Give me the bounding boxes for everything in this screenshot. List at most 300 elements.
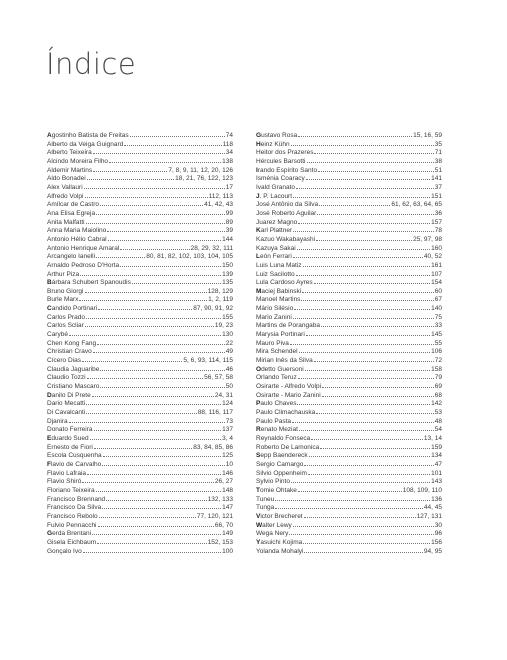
entry-pages: 148 — [222, 486, 233, 494]
index-entry — [256, 485, 442, 494]
index-entry — [47, 424, 233, 433]
entry-name: Dario Mecatti — [47, 400, 86, 408]
index-entry — [256, 372, 442, 381]
entry-name: Fulvio Pennacchi — [47, 521, 97, 529]
index-entry — [256, 182, 442, 191]
index-entry — [47, 139, 233, 148]
dot-leader — [309, 450, 430, 457]
dot-leader — [86, 407, 197, 414]
index-entry — [256, 450, 442, 459]
index-column-right — [256, 130, 442, 554]
dot-leader — [304, 546, 422, 553]
entry-pages: 136 — [431, 495, 442, 503]
entry-pages: 125 — [222, 452, 233, 460]
index-entry — [256, 294, 442, 303]
index-entry — [256, 147, 442, 156]
index-entry — [256, 208, 442, 217]
entry-name: Sepp Baendereck — [256, 452, 308, 460]
entry-pages: 39 — [225, 227, 233, 235]
dot-leader — [92, 528, 221, 535]
index-entry — [256, 338, 442, 347]
entry-pages: 160 — [431, 244, 442, 252]
dot-leader — [304, 459, 433, 466]
entry-pages: 69 — [434, 383, 442, 391]
entry-name: Alberto Teixeira — [47, 149, 92, 157]
dot-leader — [97, 537, 207, 544]
entry-pages: 107 — [431, 270, 442, 278]
entry-pages: 25, 97, 98 — [413, 235, 442, 243]
dot-leader — [100, 381, 224, 388]
dot-leader — [96, 485, 222, 492]
entry-name: Donato Ferreira — [47, 426, 93, 434]
entry-pages: 49 — [225, 348, 233, 356]
entry-pages: 141 — [431, 175, 442, 183]
entry-pages: 22 — [225, 339, 233, 347]
entry-name: Osirarte - Mario Zanini — [256, 391, 321, 399]
index-entry — [256, 130, 442, 139]
entry-pages: 152, 153 — [207, 538, 233, 546]
entry-name: Flavio de Carvalho — [47, 460, 102, 468]
dot-leader — [321, 320, 434, 327]
index-entry — [47, 269, 233, 278]
entry-name: Juarez Magno — [256, 218, 298, 226]
entry-name: Cristiano Mascaro — [47, 383, 100, 391]
dot-leader — [316, 407, 434, 414]
index-entry — [256, 528, 442, 537]
index-entry — [47, 511, 233, 520]
entry-name: José Antônio da Silva — [256, 201, 319, 209]
index-entry — [47, 433, 233, 442]
index-entry — [256, 329, 442, 338]
dot-leader — [98, 520, 214, 527]
entry-pages: 108, 109, 110 — [402, 486, 442, 494]
index-entry — [47, 502, 233, 511]
dot-leader — [102, 502, 221, 509]
index-entry — [47, 364, 233, 373]
dot-leader — [79, 294, 207, 301]
entry-name: Mário Silésio — [256, 305, 294, 313]
dot-leader — [314, 355, 434, 362]
entry-pages: 94, 95 — [423, 547, 442, 555]
dot-leader — [292, 416, 434, 423]
index-entry — [256, 364, 442, 373]
dot-leader — [301, 294, 433, 301]
dot-leader — [291, 476, 430, 483]
index-entry — [47, 312, 233, 321]
index-entry — [256, 433, 442, 442]
entry-pages: 145 — [431, 331, 442, 339]
entry-pages: 106 — [431, 348, 442, 356]
index-entry — [47, 208, 233, 217]
entry-name: Maciej Babinski — [256, 287, 302, 295]
index-entry — [256, 303, 442, 312]
dot-leader — [293, 520, 434, 527]
entry-pages: 159 — [431, 443, 442, 451]
dot-leader — [86, 312, 221, 319]
index-entry — [47, 407, 233, 416]
dot-leader — [302, 286, 434, 293]
index-entry — [47, 147, 233, 156]
entry-name: Isménia Coaracy — [256, 175, 305, 183]
dot-leader — [120, 243, 189, 250]
index-entry — [256, 165, 442, 174]
entry-pages: 13, 14 — [423, 434, 442, 442]
entry-name: Bruno Giorgi — [47, 287, 84, 295]
dot-leader — [84, 182, 225, 189]
entry-pages: 130 — [222, 331, 233, 339]
entry-pages: 61, 62, 63, 64, 65 — [391, 201, 442, 209]
entry-name: Paulo Climachauska — [256, 409, 316, 416]
entry-name: Chen Kong Fang — [47, 339, 97, 347]
index-entry — [256, 225, 442, 234]
index-entry — [256, 442, 442, 451]
entry-name: Kazuya Sakai — [256, 244, 296, 252]
index-entry — [47, 485, 233, 494]
dot-leader — [314, 147, 433, 154]
index-entry — [256, 277, 442, 286]
entry-name: Mario Zanini — [256, 313, 292, 321]
entry-name: Heinz Kühn — [256, 140, 290, 148]
dot-leader — [319, 199, 390, 206]
entry-pages: 124 — [222, 400, 233, 408]
dot-leader — [90, 433, 222, 440]
entry-name: Ernesto de Fiori — [47, 443, 93, 451]
entry-name: Carybé — [47, 331, 68, 339]
entry-pages: 161 — [431, 261, 442, 269]
entry-pages: 55 — [434, 339, 442, 347]
index-entry — [256, 286, 442, 295]
entry-name: Di Cavalcanti — [47, 409, 86, 416]
entry-name: Gisela Eichbaum — [47, 538, 97, 546]
dot-leader — [83, 546, 221, 553]
dot-leader — [305, 364, 430, 371]
entry-name: Sylvio Pinto — [256, 478, 290, 486]
entry-pages: 112, 113 — [208, 192, 233, 200]
dot-leader — [69, 416, 225, 423]
entry-pages: 68 — [434, 391, 442, 399]
dot-leader — [106, 494, 207, 501]
entry-name: Antonio Hélio Cabral — [47, 235, 107, 243]
entry-name: Manoel Martins — [256, 296, 301, 304]
entry-pages: 38 — [434, 157, 442, 165]
entry-name: Karl Plattner — [256, 227, 293, 235]
entry-name: Luiz Sacilotto — [256, 270, 295, 278]
entry-pages: 142 — [431, 400, 442, 408]
entry-name: Anita Malfatti — [47, 218, 85, 226]
entry-name: Odetto Guersoni — [256, 365, 304, 373]
index-entry — [47, 546, 233, 555]
entry-name: Antonio Henrique Amaral — [47, 244, 120, 252]
index-entry — [256, 191, 442, 200]
entry-name: Kazuo Wakabayashi — [256, 235, 316, 243]
entry-name: Aldemir Martins — [47, 166, 93, 174]
index-entry — [256, 260, 442, 269]
entry-name: Tomie Ohtake — [256, 486, 297, 494]
entry-name: Walter Lewy — [256, 521, 292, 529]
entry-name: Cícero Dias — [47, 357, 81, 365]
entry-pages: 36 — [434, 209, 442, 217]
entry-pages: 10 — [225, 460, 233, 468]
dot-leader — [308, 468, 430, 475]
entry-pages: 66, 70 — [214, 521, 233, 529]
entry-name: Victor Brecheret — [256, 512, 303, 520]
index-entry — [47, 251, 233, 260]
entry-name: Reynaldo Fonseca — [256, 434, 311, 442]
entry-pages: 48 — [434, 417, 442, 425]
entry-pages: 151 — [431, 192, 442, 200]
entry-pages: 132, 133 — [207, 495, 233, 503]
dot-leader — [96, 251, 145, 258]
entry-pages: 83, 84, 85, 86 — [193, 443, 233, 451]
entry-name: Agostinho Batista de Freitas — [47, 132, 129, 139]
dot-leader — [297, 398, 430, 405]
entry-name: Gustavo Rosa — [256, 132, 298, 139]
dot-leader — [85, 191, 208, 198]
dot-leader — [293, 191, 430, 198]
entry-pages: 50 — [225, 383, 233, 391]
index-entry — [47, 450, 233, 459]
index-entry — [47, 320, 233, 329]
index-entry — [47, 476, 233, 485]
index-entry — [47, 355, 233, 364]
dot-leader — [314, 277, 431, 284]
dot-leader — [107, 225, 225, 232]
dot-leader — [108, 234, 222, 241]
entry-pages: 28, 29, 32, 111 — [190, 244, 233, 252]
dot-leader — [82, 476, 214, 483]
entry-name: Danilo Di Prete — [47, 391, 91, 399]
entry-pages: 41, 42, 43 — [204, 201, 233, 209]
dot-leader — [94, 424, 222, 431]
entry-pages: 88, 116, 117 — [197, 409, 233, 416]
dot-leader — [102, 459, 225, 466]
entry-name: Martins de Porangaba — [256, 322, 320, 330]
entry-pages: 35 — [434, 140, 442, 148]
index-entry — [47, 225, 233, 234]
entry-pages: 67 — [434, 296, 442, 304]
index-entry — [47, 182, 233, 191]
dot-leader — [311, 433, 423, 440]
index-entry — [47, 398, 233, 407]
dot-leader — [291, 139, 434, 146]
index-entry — [47, 520, 233, 529]
entry-pages: 135 — [222, 279, 233, 287]
entry-name: Francisco Da Silva — [47, 504, 102, 512]
index-entry — [47, 381, 233, 390]
dot-leader — [87, 468, 221, 475]
entry-pages: 26, 27 — [214, 478, 233, 486]
entry-name: Yasuichi Kojima — [256, 538, 303, 546]
entry-name: Tuneu — [256, 495, 275, 503]
index-entry — [47, 329, 233, 338]
entry-pages: 101 — [431, 469, 442, 477]
dot-leader — [85, 320, 214, 327]
dot-leader — [303, 537, 430, 544]
dot-leader — [93, 165, 167, 172]
dot-leader — [303, 260, 431, 267]
entry-name: Francisco Brennand — [47, 495, 106, 503]
index-entry — [256, 476, 442, 485]
entry-pages: 118 — [222, 140, 233, 148]
entry-name: Mauro Piva — [256, 339, 289, 347]
entry-name: Arnaldo Pedroso D'Horta — [47, 261, 120, 269]
entry-pages: 56, 57, 58 — [204, 374, 233, 382]
entry-pages: 137 — [222, 426, 233, 434]
dot-leader — [293, 251, 423, 258]
entry-pages: 138 — [222, 157, 233, 165]
dot-leader — [103, 450, 222, 457]
entry-pages: 1, 2, 119 — [208, 296, 233, 304]
entry-name: Wega Nery — [256, 530, 289, 538]
entry-pages: 33 — [434, 322, 442, 330]
entry-pages: 60 — [434, 287, 442, 295]
dot-leader — [306, 329, 430, 336]
index-entry — [256, 346, 442, 355]
dot-leader — [297, 243, 430, 250]
entry-name: Claudia Jaguaribe — [47, 365, 100, 373]
index-entry — [256, 173, 442, 182]
entry-name: Tunga — [256, 504, 275, 512]
entry-name: Paulo Pasta — [256, 417, 292, 425]
index-entry — [47, 286, 233, 295]
index-entry — [47, 338, 233, 347]
entry-name: Claudio Tozzi — [47, 374, 86, 382]
dot-leader — [296, 269, 430, 276]
index-entry — [256, 407, 442, 416]
dot-leader — [130, 130, 225, 137]
entry-pages: 3, 4 — [222, 434, 233, 442]
entry-name: Christian Cravo — [47, 348, 92, 356]
dot-leader — [69, 329, 221, 336]
entry-name: Lula Cardoso Ayres — [256, 279, 313, 287]
index-entry — [256, 468, 442, 477]
entry-pages: 44, 45 — [423, 504, 442, 512]
dot-leader — [93, 346, 225, 353]
entry-pages: 157 — [431, 218, 442, 226]
index-column-left — [47, 130, 233, 554]
dot-leader — [87, 372, 204, 379]
entry-pages: 15, 16, 59 — [413, 132, 442, 139]
entry-name: J. P. Lacourt — [256, 192, 293, 200]
entry-name: Gonçalo Ivo — [47, 547, 82, 555]
entry-pages: 144 — [222, 235, 233, 243]
entry-name: Flavio Shiró — [47, 478, 82, 486]
entry-pages: 134 — [431, 452, 442, 460]
dot-leader — [82, 355, 182, 362]
entry-pages: 53 — [434, 409, 442, 416]
entry-pages: 75 — [434, 313, 442, 321]
entry-pages: 96 — [434, 530, 442, 538]
dot-leader — [322, 390, 434, 397]
index-entry — [47, 494, 233, 503]
entry-pages: 46 — [225, 365, 233, 373]
index-entry — [256, 416, 442, 425]
entry-name: Arcangelo Ianelli — [47, 253, 96, 261]
entry-pages: 18, 21, 76, 122, 123 — [175, 175, 233, 183]
index-entry — [47, 199, 233, 208]
entry-name: Floriano Teixeira — [47, 486, 95, 494]
dot-leader — [294, 303, 430, 310]
index-entry — [256, 546, 442, 555]
entry-name: Ivald Granato — [256, 183, 296, 191]
entry-name: Renato Meziat — [256, 426, 298, 434]
entry-pages: 37 — [434, 183, 442, 191]
index-entry — [256, 390, 442, 399]
entry-pages: 77, 120, 121 — [196, 512, 233, 520]
entry-name: Silvio Oppenheim — [256, 469, 307, 477]
dot-leader — [320, 442, 430, 449]
entry-pages: 99 — [225, 209, 233, 217]
entry-pages: 73 — [225, 417, 233, 425]
index-entry — [47, 303, 233, 312]
dot-leader — [80, 269, 221, 276]
entry-pages: 74 — [225, 132, 233, 139]
entry-name: Amílcar de Castro — [47, 201, 100, 209]
index-entry — [256, 139, 442, 148]
entry-name: Sergio Camargo — [256, 460, 304, 468]
dot-leader — [94, 442, 192, 449]
dot-leader — [306, 173, 430, 180]
entry-name: Paulo Chaves — [256, 400, 297, 408]
entry-pages: 155 — [222, 313, 233, 321]
entry-name: Burle Marx — [47, 296, 79, 304]
dot-leader — [124, 139, 221, 146]
entry-name: Eduardo Sued — [47, 434, 89, 442]
index-entry — [47, 234, 233, 243]
entry-pages: 150 — [222, 261, 233, 269]
index-entry — [47, 372, 233, 381]
entry-pages: 5, 6, 93, 114, 115 — [183, 357, 233, 365]
index-entry — [47, 277, 233, 286]
index-entry — [47, 217, 233, 226]
entry-pages: 143 — [431, 478, 442, 486]
entry-name: León Ferrari — [256, 253, 292, 261]
entry-pages: 149 — [222, 530, 233, 538]
index-entry — [256, 156, 442, 165]
entry-pages: 139 — [222, 270, 233, 278]
index-entry — [256, 381, 442, 390]
dot-leader — [98, 303, 192, 310]
index-entry — [47, 528, 233, 537]
entry-pages: 80, 81, 82, 102, 103, 104, 105 — [146, 253, 233, 261]
dot-leader — [100, 364, 224, 371]
index-entry — [256, 320, 442, 329]
index-entry — [256, 511, 442, 520]
entry-name: Flavio Lafraia — [47, 469, 87, 477]
entry-name: Carlos Prado — [47, 313, 85, 321]
entry-pages: 146 — [222, 469, 233, 477]
entry-pages: 79 — [434, 374, 442, 382]
index-entry — [47, 294, 233, 303]
entry-name: Roberto De Lamonica — [256, 443, 320, 451]
entry-name: Alcindo Moreira Filho — [47, 157, 109, 165]
dot-leader — [299, 346, 431, 353]
dot-leader — [275, 502, 423, 509]
entry-pages: 47 — [434, 460, 442, 468]
index-entry — [256, 251, 442, 260]
entry-name: Yolanda Mohalyi — [256, 547, 304, 555]
entry-pages: 78 — [434, 227, 442, 235]
index-entry — [256, 459, 442, 468]
entry-name: Arthur Piza — [47, 270, 80, 278]
index-entry — [47, 173, 233, 182]
index-entry — [47, 537, 233, 546]
dot-leader — [293, 225, 434, 232]
entry-pages: 87, 90, 91, 92 — [193, 305, 233, 313]
dot-leader — [293, 312, 434, 319]
dot-leader — [132, 277, 221, 284]
dot-leader — [86, 217, 225, 224]
